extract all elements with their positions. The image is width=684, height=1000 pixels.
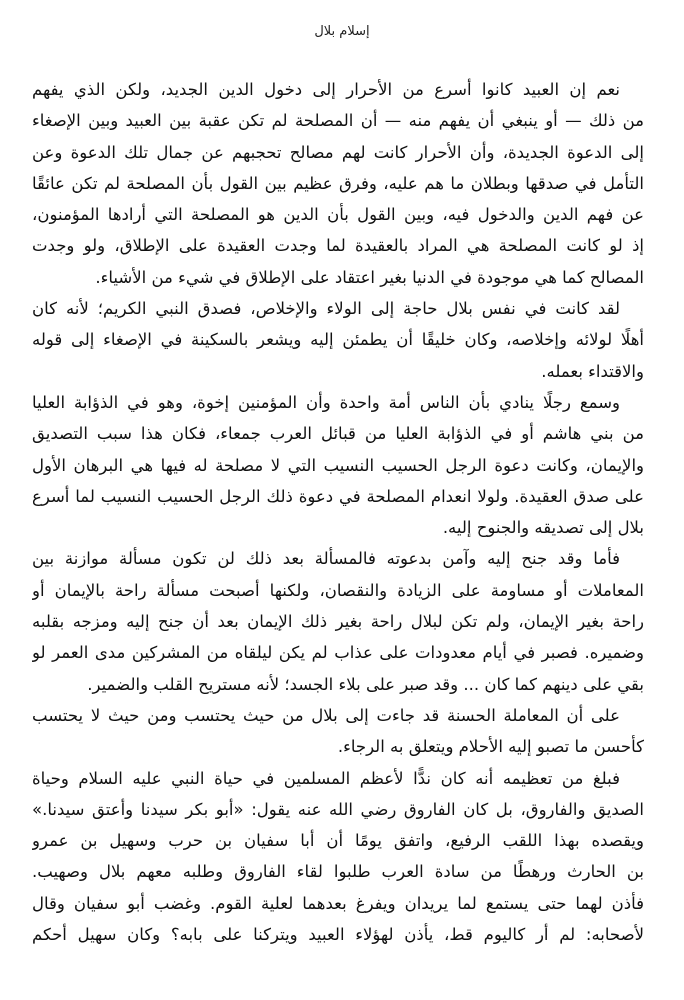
body-text: [32, 74, 644, 950]
text-line: من بني هاشم أو في الذؤابة العليا من قبائل العرب جمعاء، فكان هذا سبب التصديق: [32, 424, 644, 444]
text-line: على صدق العقيدة. ولولا انعدام المصلحة في دعوة ذلك الرجل الحسيب النسيب لما أسرع: [32, 486, 644, 506]
text-line: ويقصده بهذا اللقب الرفيع، واتفق يومًا أن أبا سفيان بن حرب وسهيل بن عمرو: [32, 831, 644, 851]
text-line: بقي على دينهم كما كان ... وقد صبر على بلاء الجسد؛ لأنه مستريح القلب والضمير.: [87, 674, 644, 694]
text-line: راحة بغير الإيمان، ولم تكن لبلال راحة بغير ذلك الإيمان بعد أن جنح إليه ومزجه بقلبه: [32, 612, 644, 632]
text-line: كأحسن ما تصبو إليه الأحلام ويتعلق به الرجاء.: [337, 737, 644, 757]
text-line: والاقتداء بعمله.: [541, 361, 644, 381]
text-line: والإيمان، وكانت دعوة الرجل الحسيب النسيب التي لا مصلحة له فيها هي البرهان الأول: [32, 455, 644, 475]
text-line: فأذن لهما حتى يستمع لما يريدان ويفرغ بعدهما لعلية القوم. وغضب أبو سفيان وقال: [32, 893, 644, 913]
paragraph-first-line: نعم إن العبيد كانوا أسرع من الأحرار إلى دخول الدين الجديد، ولكن الذي يفهم: [32, 80, 620, 99]
paragraph-first-line: فأما وقد جنح إليه وآمن بدعوته فالمسألة بعد ذلك لن تكون مسألة موازنة بين: [32, 549, 620, 569]
text-line: بن الحارث ورهطًا من سادة العرب طلبوا لقاء الفاروق وطلبه معهم بلال وصهيب.: [32, 862, 644, 882]
paragraph-first-line: لقد كانت في نفس بلال حاجة إلى الولاء والإخلاص، فصدق النبي الكريم؛ لأنه كان: [32, 299, 620, 319]
text-line: لأصحابه: لم أر كاليوم قط، يأذن لهؤلاء العبيد ويتركنا على بابه؟ وكان سهيل أحكم: [32, 925, 644, 945]
running-title: إسلام بلال: [314, 24, 370, 39]
text-line: وضميره. فصبر في أيام معدودات على عذاب لم يكن ليلقاه من المشركين مدى العمر لو: [32, 643, 644, 663]
text-line: بلال إلى تصديقه والجنوح إليه.: [442, 518, 644, 538]
paragraph-first-line: فبلغ من تعظيمه أنه كان ندًّا لأعظم المسلمين في حياة النبي عليه السلام وحياة: [32, 768, 620, 788]
text-line: التأمل في صدقها وبطلان ما هم عليه، وفرق عظيم بين القول بأن المصلحة لم تكن عائقًا: [32, 173, 644, 193]
text-line: عن فهم الدين والدخول فيه، وبين القول بأن الدين هو المصلحة التي أرادها المؤمنون،: [32, 205, 644, 225]
text-line: المعاملات أو مساومة على الزيادة والنقصان، ولكنها أصبحت مسألة راحة بالإيمان أو: [32, 580, 644, 600]
paragraph-first-line: على أن المعاملة الحسنة قد جاءت إلى بلال من حيث يحتسب ومن حيث لا يحتسب: [32, 705, 620, 725]
text-line: إلى الدعوة الجديدة، وأن الأحرار كانت لهم مصالح تحجبهم عن جمال تلك الدعوة وعن: [32, 142, 644, 162]
text-line: المصالح كما هي موجودة في الدنيا بغير اعتقاد على الإطلاق في شيء من الأشياء.: [95, 267, 644, 287]
text-line: من ذلك — أو ينبغي أن يفهم منه — أن المصلحة لم تكن عقبة بين العبيد وبين الإصغاء: [32, 111, 644, 131]
paragraph-first-line: وسمع رجلًا ينادي بأن الناس أمة واحدة وأن المؤمنين إخوة، وهو في الذؤابة العليا: [32, 392, 620, 412]
text-line: الصديق والفاروق، بل كان الفاروق رضي الله عنه يقول: «أبو بكر سيدنا وأعتق سيدنا.»: [32, 799, 644, 819]
text-line: إذ لو كانت المصلحة هي المراد بالعقيدة لما وجدت العقيدة على الإطلاق، ولو وجدت: [32, 236, 644, 256]
text-line: أهلًا لولائه وإخلاصه، وكان خليقًا أن يطمئن إليه ويشعر بالسكينة في الإصغاء إلى قوله: [32, 330, 644, 350]
